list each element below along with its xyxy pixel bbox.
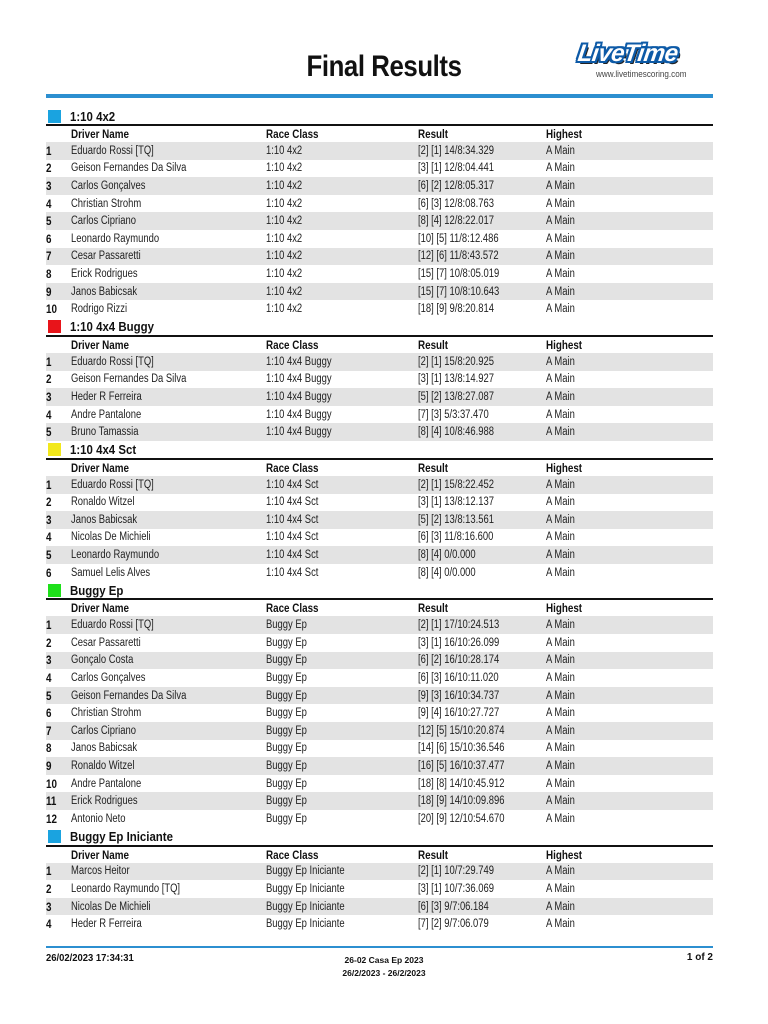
race-class: 1:10 4x4 Sct: [266, 566, 319, 579]
table-row: [46, 740, 713, 758]
driver-name: Geison Fernandes Da Silva: [71, 689, 187, 702]
race-class: Buggy Ep: [266, 760, 307, 773]
header-driver-name: Driver Name: [71, 127, 129, 141]
table-row: [46, 406, 713, 424]
position: 5: [46, 214, 52, 229]
class-color-swatch: [48, 443, 61, 456]
race-class: 1:10 4x2: [266, 285, 303, 298]
highest: A Main: [546, 812, 575, 825]
highest: A Main: [546, 355, 575, 368]
driver-name: Janos Babicsak: [71, 742, 138, 755]
results-content: [46, 107, 713, 933]
driver-name: Leonardo Raymundo: [71, 232, 160, 245]
position: 2: [46, 635, 52, 650]
result: [8] [4] 0/0.000: [418, 549, 476, 562]
result: [18] [8] 14/10:45.912: [418, 777, 505, 790]
highest: A Main: [546, 390, 575, 403]
highest: A Main: [546, 795, 575, 808]
table-header: [46, 600, 713, 616]
race-class: 1:10 4x2: [266, 232, 303, 245]
result: [3] [1] 12/8:04.441: [418, 162, 495, 175]
result: [7] [3] 5/3:37.470: [418, 408, 489, 421]
highest: A Main: [546, 760, 575, 773]
position: 2: [46, 881, 52, 896]
logo-wordmark: LiveTime: [576, 40, 680, 67]
position: 3: [46, 899, 52, 914]
highest: A Main: [546, 689, 575, 702]
highest: A Main: [546, 144, 575, 157]
table-row: [46, 142, 713, 160]
race-class: Buggy Ep: [266, 689, 307, 702]
highest: A Main: [546, 232, 575, 245]
driver-name: Eduardo Rossi [TQ]: [71, 478, 154, 491]
header-highest: Highest: [546, 337, 583, 352]
position: 5: [46, 425, 52, 440]
position: 3: [46, 653, 52, 668]
position: 8: [46, 741, 52, 756]
event-name: 26-02 Casa Ep 2023: [344, 955, 424, 965]
race-class: Buggy Ep: [266, 654, 307, 667]
table-row: [46, 177, 713, 195]
position: 12: [46, 811, 57, 826]
race-class: 1:10 4x2: [266, 179, 303, 192]
race-class: 1:10 4x2: [266, 267, 303, 280]
class-name: 1:10 4x2: [70, 108, 116, 124]
logo-url: www.livetimescoring.com: [596, 69, 687, 79]
result: [16] [5] 16/10:37.477: [418, 760, 505, 773]
event-dates: 26/2/2023 - 26/2/2023: [342, 968, 426, 978]
result: [6] [3] 12/8:08.763: [418, 197, 495, 210]
race-class: Buggy Ep Iniciante: [266, 918, 345, 931]
result: [9] [4] 16/10:27.727: [418, 707, 500, 720]
race-class: 1:10 4x4 Buggy: [266, 426, 332, 439]
race-class: 1:10 4x2: [266, 144, 303, 157]
class-color-swatch: [48, 110, 61, 123]
highest: A Main: [546, 531, 575, 544]
driver-name: Janos Babicsak: [71, 513, 138, 526]
header-driver-name: Driver Name: [71, 601, 129, 616]
table-row: [46, 564, 713, 582]
result: [8] [4] 12/8:22.017: [418, 215, 495, 228]
highest: A Main: [546, 197, 575, 210]
table-row: [46, 775, 713, 793]
position: 5: [46, 688, 52, 703]
result: [6] [2] 16/10:28.174: [418, 654, 500, 667]
table-row: [46, 687, 713, 705]
race-class: 1:10 4x2: [266, 162, 303, 175]
highest: A Main: [546, 285, 575, 298]
class-color-swatch: [48, 584, 61, 597]
section-title: [46, 582, 713, 600]
header-highest: Highest: [546, 847, 583, 862]
result: [3] [1] 16/10:26.099: [418, 636, 500, 649]
driver-name: Janos Babicsak: [71, 285, 138, 298]
race-class: Buggy Ep Iniciante: [266, 882, 345, 895]
table-row: [46, 546, 713, 564]
race-class: Buggy Ep: [266, 672, 307, 685]
header-driver-name: Driver Name: [71, 847, 129, 862]
position: 4: [46, 196, 52, 211]
position: 6: [46, 706, 52, 721]
result: [12] [6] 11/8:43.572: [418, 250, 499, 263]
section-title: [46, 108, 713, 126]
driver-name: Marcos Heitor: [71, 865, 130, 878]
result: [6] [3] 16/10:11.020: [418, 672, 499, 685]
driver-name: Antonio Neto: [71, 812, 126, 825]
position: 4: [46, 530, 52, 545]
header-driver-name: Driver Name: [71, 460, 129, 475]
table-row: [46, 423, 713, 441]
class-color-swatch: [48, 830, 61, 843]
section-title: [46, 442, 713, 460]
driver-name: Leonardo Raymundo [TQ]: [71, 882, 181, 895]
table-row: [46, 388, 713, 406]
driver-name: Nicolas De Michieli: [71, 531, 151, 544]
table-row: [46, 757, 713, 775]
driver-name: Eduardo Rossi [TQ]: [71, 144, 154, 157]
race-class: Buggy Ep: [266, 812, 307, 825]
driver-name: Christian Strohm: [71, 707, 142, 720]
table-row: [46, 371, 713, 389]
header-result: Result: [418, 847, 449, 862]
driver-name: Nicolas De Michieli: [71, 900, 151, 913]
position: 7: [46, 249, 52, 264]
result: [18] [9] 9/8:20.814: [418, 303, 495, 316]
race-class: 1:10 4x2: [266, 197, 303, 210]
position: 2: [46, 495, 52, 510]
table-row: [46, 898, 713, 916]
header-divider: [46, 94, 713, 98]
race-class: Buggy Ep: [266, 724, 307, 737]
result: [12] [5] 15/10:20.874: [418, 724, 505, 737]
result: [6] [3] 9/7:06.184: [418, 900, 489, 913]
driver-name: Rodrigo Rizzi: [71, 303, 128, 316]
table-row: [46, 476, 713, 494]
section-title: [46, 319, 713, 337]
position: 11: [46, 794, 57, 809]
position: 8: [46, 266, 52, 281]
position: 9: [46, 284, 52, 299]
position: 9: [46, 759, 52, 774]
race-class: Buggy Ep Iniciante: [266, 865, 345, 878]
table-row: [46, 230, 713, 248]
race-class: Buggy Ep: [266, 795, 307, 808]
result: [2] [1] 17/10:24.513: [418, 619, 500, 632]
table-row: [46, 160, 713, 178]
table-row: [46, 652, 713, 670]
result: [10] [5] 11/8:12.486: [418, 232, 499, 245]
table-row: [46, 529, 713, 547]
race-class: 1:10 4x4 Buggy: [266, 373, 332, 386]
class-name: Buggy Ep: [70, 582, 124, 598]
highest: A Main: [546, 408, 575, 421]
header-highest: Highest: [546, 127, 583, 141]
result: [5] [2] 13/8:27.087: [418, 390, 495, 403]
highest: A Main: [546, 742, 575, 755]
header-highest: Highest: [546, 460, 583, 475]
driver-name: Eduardo Rossi [TQ]: [71, 619, 154, 632]
result: [15] [7] 10/8:05.019: [418, 267, 500, 280]
table-row: [46, 195, 713, 213]
highest: A Main: [546, 215, 575, 228]
highest: A Main: [546, 513, 575, 526]
header-race-class: Race Class: [266, 847, 319, 862]
highest: A Main: [546, 566, 575, 579]
highest: A Main: [546, 373, 575, 386]
result: [3] [1] 13/8:14.927: [418, 373, 495, 386]
result: [14] [6] 15/10:36.546: [418, 742, 505, 755]
footer-divider: [46, 946, 713, 948]
position: 4: [46, 917, 52, 932]
driver-name: Bruno Tamassia: [71, 426, 139, 439]
highest: A Main: [546, 549, 575, 562]
driver-name: Cesar Passaretti: [71, 636, 141, 649]
table-header: [46, 337, 713, 353]
result: [18] [9] 14/10:09.896: [418, 795, 505, 808]
page-number: 1 of 2: [686, 952, 713, 963]
position: 5: [46, 548, 52, 563]
race-class: 1:10 4x4 Sct: [266, 549, 319, 562]
highest: A Main: [546, 619, 575, 632]
race-class: 1:10 4x4 Buggy: [266, 390, 332, 403]
position: 1: [46, 618, 52, 633]
table-row: [46, 880, 713, 898]
driver-name: Carlos Cipriano: [71, 215, 136, 228]
result: [2] [1] 15/8:22.452: [418, 478, 495, 491]
highest: A Main: [546, 654, 575, 667]
highest: A Main: [546, 707, 575, 720]
result: [7] [2] 9/7:06.079: [418, 918, 489, 931]
position: 10: [46, 302, 57, 317]
table-row: [46, 212, 713, 230]
driver-name: Erick Rodrigues: [71, 795, 138, 808]
header-result: Result: [418, 460, 449, 475]
section-title: [46, 829, 713, 847]
position: 2: [46, 372, 52, 387]
table-header: [46, 126, 713, 142]
header-result: Result: [418, 337, 449, 352]
result: [2] [1] 15/8:20.925: [418, 355, 495, 368]
header-race-class: Race Class: [266, 127, 319, 141]
driver-name: Heder R Ferreira: [71, 390, 142, 403]
driver-name: Carlos Gonçalves: [71, 179, 146, 192]
header-race-class: Race Class: [266, 601, 319, 616]
result: [9] [3] 16/10:34.737: [418, 689, 500, 702]
driver-name: Ronaldo Witzel: [71, 760, 135, 773]
livetime-logo: [578, 40, 718, 85]
table-row: [46, 915, 713, 933]
table-row: [46, 810, 713, 828]
highest: A Main: [546, 179, 575, 192]
result: [5] [2] 13/8:13.561: [418, 513, 495, 526]
driver-name: Samuel Lelis Alves: [71, 566, 151, 579]
class-name: Buggy Ep Iniciante: [70, 829, 173, 845]
result: [3] [1] 10/7:36.069: [418, 882, 495, 895]
race-class: 1:10 4x2: [266, 303, 303, 316]
header-driver-name: Driver Name: [71, 337, 129, 352]
driver-name: Leonardo Raymundo: [71, 549, 160, 562]
driver-name: Andre Pantalone: [71, 408, 142, 421]
race-class: Buggy Ep: [266, 742, 307, 755]
table-row: [46, 494, 713, 512]
header-race-class: Race Class: [266, 460, 319, 475]
table-row: [46, 248, 713, 266]
result: [15] [7] 10/8:10.643: [418, 285, 500, 298]
driver-name: Gonçalo Costa: [71, 654, 134, 667]
highest: A Main: [546, 724, 575, 737]
position: 4: [46, 671, 52, 686]
table-row: [46, 669, 713, 687]
table-row: [46, 511, 713, 529]
header-race-class: Race Class: [266, 337, 319, 352]
highest: A Main: [546, 162, 575, 175]
driver-name: Ronaldo Witzel: [71, 496, 135, 509]
result: [8] [4] 10/8:46.988: [418, 426, 495, 439]
highest: A Main: [546, 496, 575, 509]
result: [3] [1] 13/8:12.137: [418, 496, 495, 509]
race-class: Buggy Ep: [266, 777, 307, 790]
driver-name: Heder R Ferreira: [71, 918, 142, 931]
race-class: 1:10 4x4 Buggy: [266, 355, 332, 368]
result: [2] [1] 14/8:34.329: [418, 144, 495, 157]
table-row: [46, 283, 713, 301]
highest: A Main: [546, 303, 575, 316]
table-row: [46, 704, 713, 722]
driver-name: Eduardo Rossi [TQ]: [71, 355, 154, 368]
highest: A Main: [546, 918, 575, 931]
position: 6: [46, 565, 52, 580]
race-class: 1:10 4x2: [266, 250, 303, 263]
driver-name: Erick Rodrigues: [71, 267, 138, 280]
highest: A Main: [546, 672, 575, 685]
table-header: [46, 847, 713, 863]
result: [6] [2] 12/8:05.317: [418, 179, 495, 192]
race-class: Buggy Ep: [266, 707, 307, 720]
table-header: [46, 460, 713, 476]
position: 1: [46, 477, 52, 492]
result: [20] [9] 12/10:54.670: [418, 812, 505, 825]
table-row: [46, 863, 713, 881]
position: 10: [46, 776, 57, 791]
table-row: [46, 634, 713, 652]
header-result: Result: [418, 127, 449, 141]
position: 1: [46, 864, 52, 879]
race-class: 1:10 4x2: [266, 215, 303, 228]
driver-name: Geison Fernandes Da Silva: [71, 162, 187, 175]
highest: A Main: [546, 267, 575, 280]
position: 2: [46, 161, 52, 176]
driver-name: Carlos Gonçalves: [71, 672, 146, 685]
position: 6: [46, 231, 52, 246]
page-title: Final Results: [306, 50, 462, 83]
highest: A Main: [546, 636, 575, 649]
race-class: 1:10 4x4 Sct: [266, 496, 319, 509]
table-row: [46, 616, 713, 634]
race-class: Buggy Ep Iniciante: [266, 900, 345, 913]
table-row: [46, 353, 713, 371]
table-row: [46, 792, 713, 810]
driver-name: Andre Pantalone: [71, 777, 142, 790]
header-result: Result: [418, 601, 449, 616]
table-row: [46, 722, 713, 740]
class-color-swatch: [48, 320, 61, 333]
highest: A Main: [546, 426, 575, 439]
printed-timestamp: 26/02/2023 17:34:31: [46, 952, 134, 964]
result: [6] [3] 11/8:16.600: [418, 531, 494, 544]
driver-name: Cesar Passaretti: [71, 250, 141, 263]
position: 4: [46, 407, 52, 422]
highest: A Main: [546, 777, 575, 790]
result: [2] [1] 10/7:29.749: [418, 865, 495, 878]
highest: A Main: [546, 250, 575, 263]
table-row: [46, 300, 713, 318]
position: 3: [46, 512, 52, 527]
race-class: Buggy Ep: [266, 636, 307, 649]
highest: A Main: [546, 865, 575, 878]
race-class: 1:10 4x4 Buggy: [266, 408, 332, 421]
position: 1: [46, 143, 52, 158]
position: 3: [46, 389, 52, 404]
result: [8] [4] 0/0.000: [418, 566, 476, 579]
header-highest: Highest: [546, 601, 583, 616]
position: 7: [46, 723, 52, 738]
race-class: 1:10 4x4 Sct: [266, 478, 319, 491]
table-row: [46, 265, 713, 283]
driver-name: Geison Fernandes Da Silva: [71, 373, 187, 386]
highest: A Main: [546, 900, 575, 913]
position: 3: [46, 178, 52, 193]
race-class: 1:10 4x4 Sct: [266, 531, 319, 544]
driver-name: Carlos Cipriano: [71, 724, 136, 737]
highest: A Main: [546, 882, 575, 895]
class-name: 1:10 4x4 Sct: [70, 442, 137, 458]
race-class: 1:10 4x4 Sct: [266, 513, 319, 526]
position: 1: [46, 354, 52, 369]
highest: A Main: [546, 478, 575, 491]
race-class: Buggy Ep: [266, 619, 307, 632]
class-name: 1:10 4x4 Buggy: [70, 319, 154, 335]
driver-name: Christian Strohm: [71, 197, 142, 210]
